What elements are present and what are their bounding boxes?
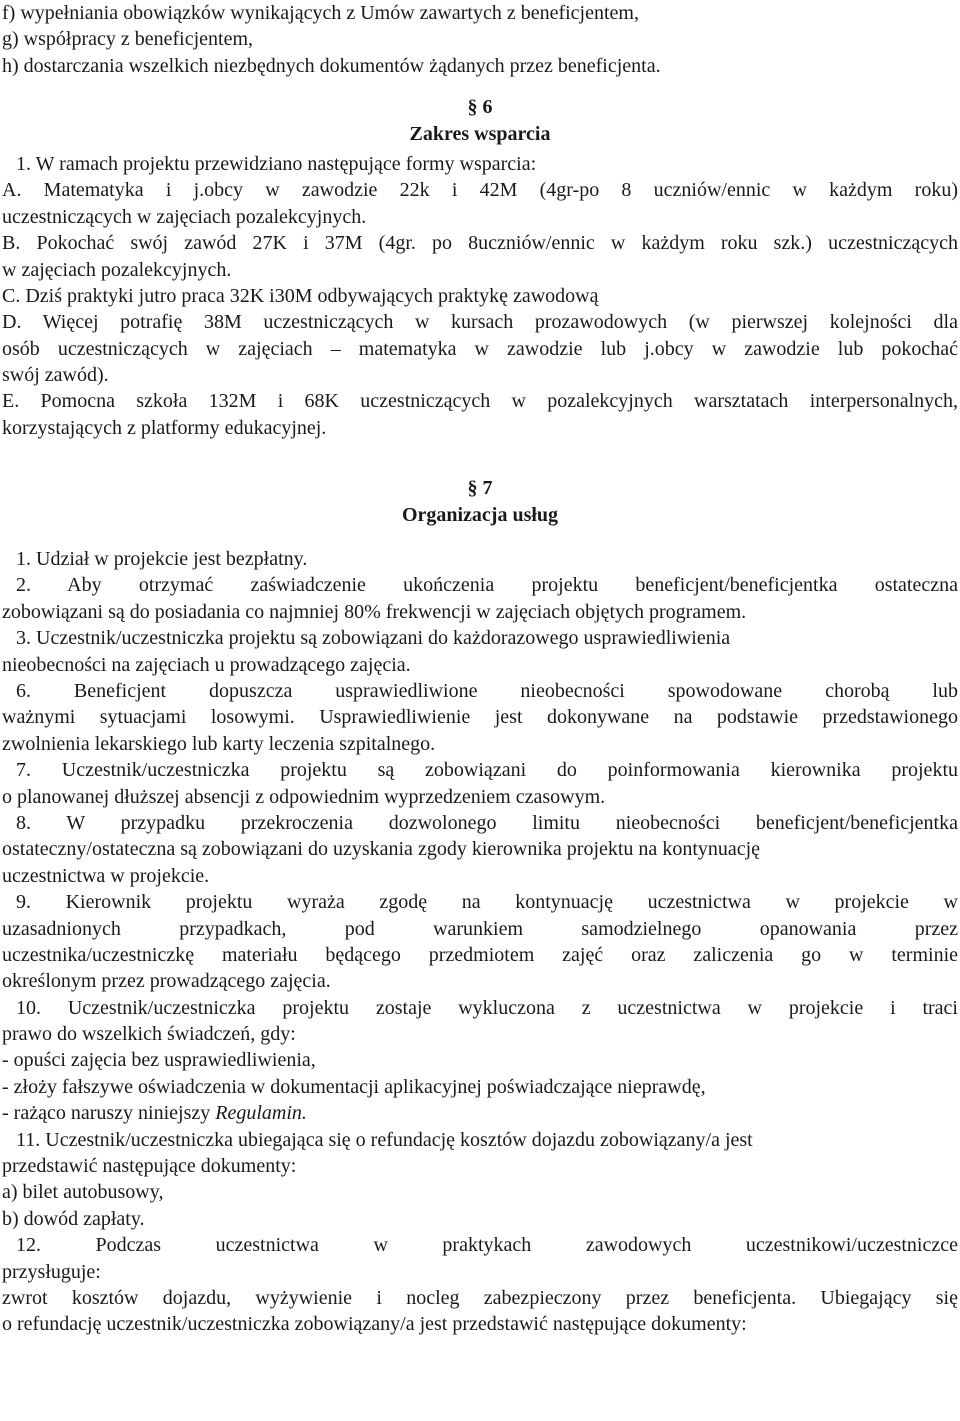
- sec7-point-7-line2: o planowanej dłuższej absencji z odpowiednim wyprzedzeniem czasowym.: [2, 785, 606, 808]
- sec7-point-12-line2: przysługuje:: [2, 1260, 101, 1283]
- sec6-item-b-line2: w zajęciach pozalekcyjnych.: [2, 258, 232, 281]
- sec6-intro: 1. W ramach projektu przewidziano następujące formy wsparcia:: [16, 152, 537, 175]
- sec7-point-2-line1: 2. Aby otrzymać zaświadczenie ukończenia projektu beneficjent/beneficjentka ostateczna: [16, 574, 958, 597]
- sec6-item-d-line2: osób uczestniczących w zajęciach – matematyka w zawodzie lub j.obcy w zawodzie lub pokochać: [2, 337, 958, 360]
- spacer: [2, 528, 958, 546]
- sec6-item-d-line1: D. Więcej potrafię 38M uczestniczących w kursach prozawodowych (w pierwszej kolejności dla: [2, 311, 958, 334]
- sec7-point-9-line1: 9. Kierownik projektu wyraża zgodę na kontynuację uczestnictwa w projekcie w: [16, 891, 958, 914]
- sec7-point-9-line3: uczestnika/uczestniczkę materiału będącego przedmiotem zajęć oraz zaliczenia go w terminie: [2, 943, 958, 966]
- sec6-item-a-line2: uczestniczących w zajęciach pozalekcyjnych.: [2, 205, 367, 228]
- sec7-point-11-item-b: b) dowód zapłaty.: [2, 1207, 145, 1230]
- sec7-point-11-line2: przedstawić następujące dokumenty:: [2, 1155, 297, 1178]
- document-page: [2, 0, 958, 1338]
- sec6-item-e-line2: korzystających z platformy edukacyjnej.: [2, 416, 327, 439]
- section-6-number: § 6: [467, 96, 493, 119]
- list-item-h: h) dostarczania wszelkich niezbędnych dokumentów żądanych przez beneficjenta.: [2, 54, 661, 77]
- sec7-point-12-line4: o refundację uczestnik/uczestniczka zobowiązany/a jest przedstawić następujące dokumenty:: [2, 1313, 747, 1336]
- sec7-point-8-line2: ostateczny/ostateczna są zobowiązani do uzyskania zgody kierownika projektu na kontynuację: [2, 838, 761, 861]
- regulamin-italic: Regulamin.: [215, 1102, 307, 1125]
- spacer: [2, 441, 958, 475]
- sec6-item-d-line3: swój zawód).: [2, 364, 109, 387]
- sec6-item-a-line1: A. Matematyka i j.obcy w zawodzie 22k i 42M (4gr-po 8 uczniów/ennic w każdym roku): [2, 179, 958, 202]
- section-7-title: Organizacja usług: [401, 503, 559, 526]
- sec7-point-10-bullet-2: - złoży fałszywe oświadczenia w dokumentacji aplikacyjnej poświadczające nieprawdę,: [2, 1075, 706, 1098]
- sec7-point-9-line2: uzasadnionych przypadkach, pod warunkiem samodzielnego opanowania przez: [2, 917, 958, 940]
- sec7-point-6-line1: 6. Beneficjent dopuszcza usprawiedliwione nieobecności spowodowane chorobą lub: [16, 679, 958, 702]
- sec6-item-c: C. Dziś praktyki jutro praca 32K i30M odbywających praktykę zawodową: [2, 284, 599, 307]
- sec7-point-6-line2: ważnymi sytuacjami losowymi. Usprawiedliwienie jest dokonywane na podstawie przedstawionego: [2, 706, 958, 729]
- section-6-title: Zakres wsparcia: [409, 122, 551, 145]
- list-item-g: g) współpracy z beneficjentem,: [2, 28, 254, 51]
- sec6-item-b-line1: B. Pokochać swój zawód 27K i 37M (4gr. po 8uczniów/ennic w każdym roku szk.) uczestniczących: [2, 232, 958, 255]
- section-7-number: § 7: [467, 477, 493, 500]
- sec7-point-2-line2: zobowiązani są do posiadania co najmniej 80% frekwencji w zajęciach objętych programem.: [2, 600, 747, 623]
- list-item-f: f) wypełniania obowiązków wynikających z Umów zawartych z beneficjentem,: [2, 2, 639, 24]
- spacer: [2, 79, 958, 92]
- sec7-point-6-line3: zwolnienia lekarskiego lub karty leczenia szpitalnego.: [2, 732, 436, 755]
- sec7-point-1: 1. Udział w projekcie jest bezpłatny.: [16, 548, 308, 571]
- sec7-point-10-bullet-3: [2, 1100, 958, 1126]
- sec7-point-10-bullet-1: - opuści zajęcia bez usprawiedliwienia,: [2, 1049, 316, 1072]
- sec7-point-10-line1: 10. Uczestnik/uczestniczka projektu zostaje wykluczona z uczestnictwa w projekcie i traci: [16, 996, 958, 1019]
- sec7-point-3-line1: 3. Uczestnik/uczestniczka projektu są zobowiązani do każdorazowego usprawiedliwienia: [16, 627, 731, 650]
- sec7-point-11-item-a: a) bilet autobusowy,: [2, 1181, 164, 1204]
- sec7-point-12-line3: zwrot kosztów dojazdu, wyżywienie i nocleg zabezpieczony przez beneficjenta. Ubiegający się: [2, 1286, 958, 1309]
- sec7-point-10-line2: prawo do wszelkich świadczeń, gdy:: [2, 1023, 296, 1046]
- sec7-point-12-line1: 12. Podczas uczestnictwa w praktykach zawodowych uczestnikowi/uczestniczce: [16, 1234, 958, 1257]
- sec6-item-e-line1: E. Pomocna szkoła 132M i 68K uczestniczących w pozalekcyjnych warsztatach interpersonalnych,: [2, 390, 958, 413]
- sec7-point-8-line3: uczestnictwa w projekcie.: [2, 864, 210, 887]
- bullet-text: - rażąco naruszy niniejszy: [2, 1102, 216, 1125]
- sec7-point-8-line1: 8. W przypadku przekroczenia dozwolonego limitu nieobecności beneficjent/beneficjentka: [16, 811, 958, 834]
- sec7-point-11-line1: 11. Uczestnik/uczestniczka ubiegająca się o refundację kosztów dojazdu zobowiązany/a jest: [16, 1128, 753, 1151]
- sec7-point-9-line4: określonym przez prowadzącego zajęcia.: [2, 970, 331, 993]
- sec7-point-7-line1: 7. Uczestnik/uczestniczka projektu są zobowiązani do poinformowania kierownika projektu: [16, 759, 958, 782]
- sec7-point-3-line2: nieobecności na zajęciach u prowadzącego zajęcia.: [2, 653, 411, 676]
